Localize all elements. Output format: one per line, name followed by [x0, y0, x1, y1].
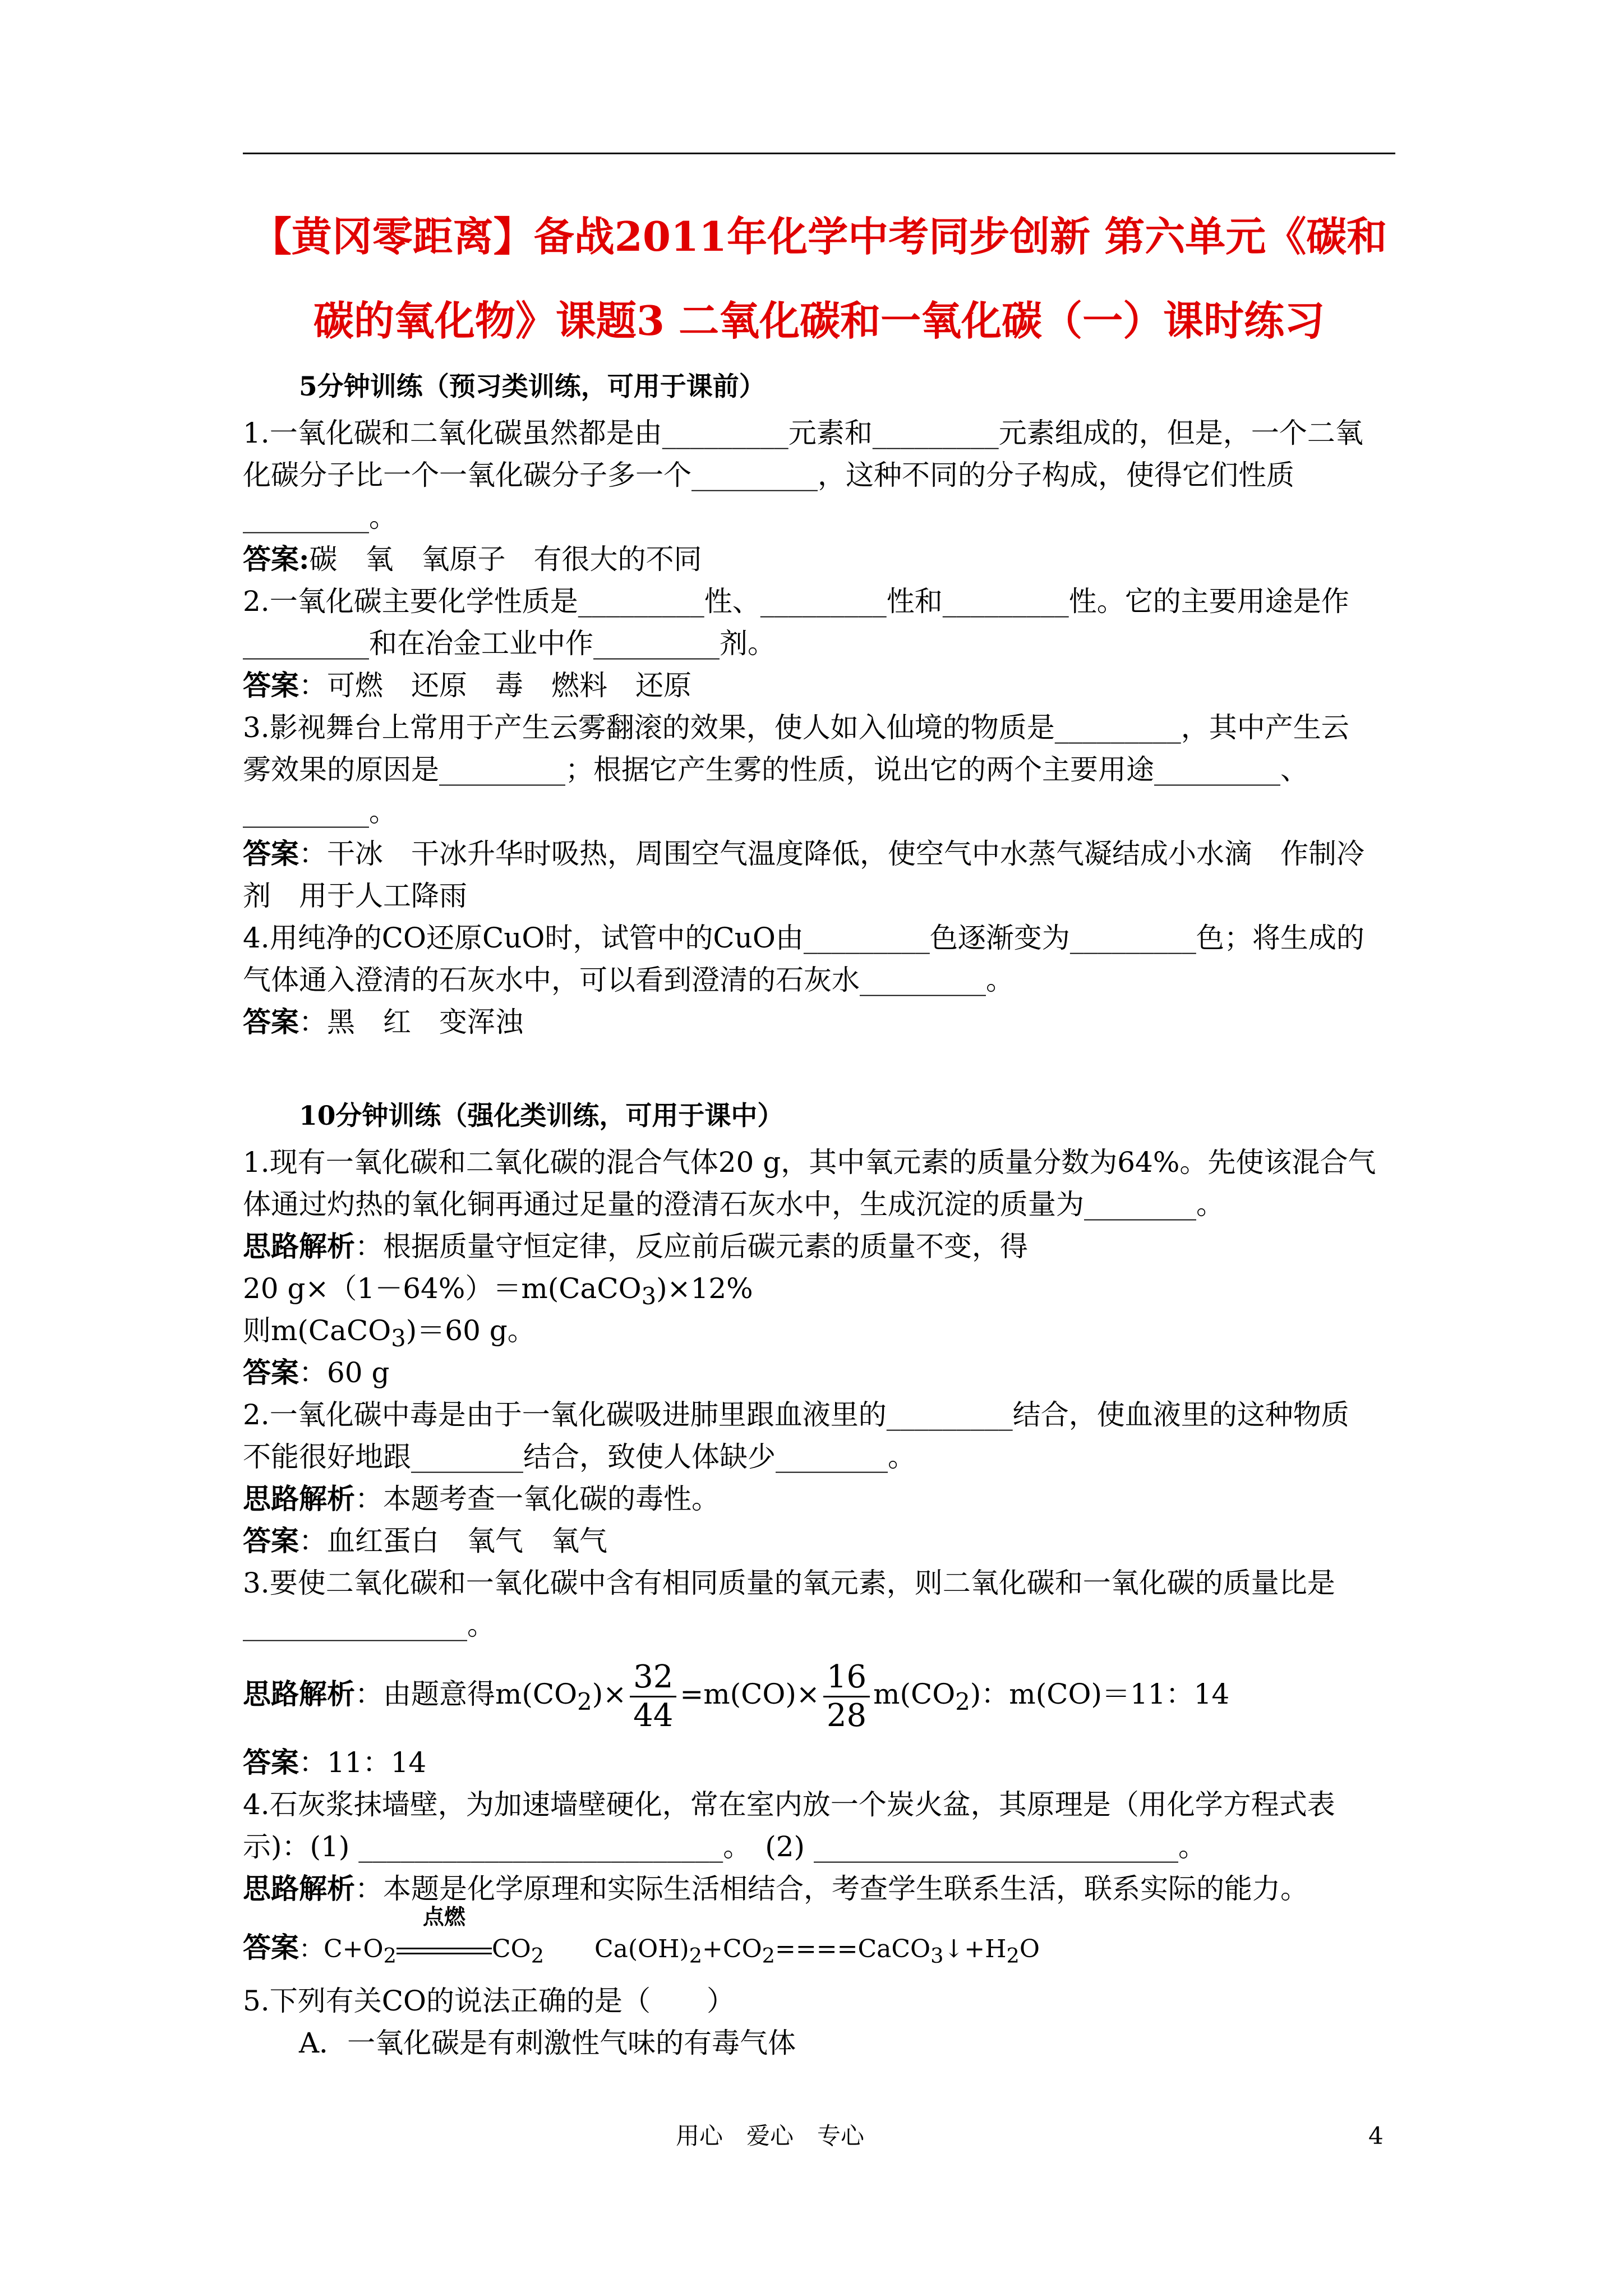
equation-text: ：C+O: [299, 1935, 384, 1963]
fraction: [630, 1659, 676, 1734]
answer-text: ：干冰 干冰升华时吸热，周围空气温度降低，使空气中水蒸气凝结成小水滴 作制冷: [299, 838, 1364, 870]
s1-q1-line-2: 化碳分子比一个一氧化碳分子多一个_________，这种不同的分子构成，使得它们性质: [243, 459, 1294, 491]
equation-text: ====CaCO: [774, 1935, 931, 1963]
s2-q2-line-1: 2.一氧化碳中毒是由于一氧化碳吸进肺里跟血液里的_________结合，使血液里的这种物质: [243, 1398, 1349, 1431]
fraction-numerator: 32: [630, 1659, 676, 1697]
analysis-label: 思路解析: [243, 1230, 355, 1263]
equation-text: O: [1019, 1935, 1040, 1963]
s1-q3-answer: [243, 836, 1364, 872]
equation-text: +CO: [702, 1935, 762, 1963]
s2-q3-line-1: 3.要使二氧化碳和一氧化碳中含有相同质量的氧元素，则二氧化碳和一氧化碳的质量比是: [243, 1567, 1335, 1599]
subscript: 2: [955, 1688, 970, 1715]
analysis-text: ：根据质量守恒定律，反应前后碳元素的质量不变，得: [355, 1230, 1028, 1263]
s2-q1-calc-2: [243, 1313, 536, 1356]
s1-q4-line-2: 气体通入澄清的石灰水中，可以看到澄清的石灰水_________。: [243, 964, 1014, 996]
answer-label: 答案: [243, 1356, 299, 1389]
subscript: 2: [531, 1943, 545, 1968]
answer-text: ：11：14: [299, 1746, 427, 1779]
equal-bars: [396, 1948, 492, 1954]
s2-q4-answer: [243, 1904, 1040, 1974]
answer-text: ：可燃 还原 毒 燃料 还原: [299, 669, 691, 702]
s2-q4-line-2: 示)：(1) __________________________。 (2) __________________________。: [243, 1830, 1206, 1863]
s1-q4-answer: [243, 1004, 523, 1040]
analysis-text: )×: [592, 1678, 627, 1710]
answer-label: 答案:: [243, 542, 310, 576]
s2-q4-line-1: 4.石灰浆抹墙壁，为加速墙壁硬化，常在室内放一个炭火盆，其原理是（用化学方程式表: [243, 1788, 1335, 1821]
section-2-heading: 10分钟训练（强化类训练，可用于课中）: [299, 1101, 784, 1131]
s2-q2-analysis: [243, 1481, 720, 1517]
s2-q5-stem: 5.下列有关CO的说法正确的是（ ）: [243, 1985, 735, 2017]
s1-q1-line-3: _________。: [243, 501, 397, 533]
s1-q3-answer-cont: 剂 用于人工降雨: [243, 880, 467, 912]
fraction-denominator: 44: [633, 1697, 674, 1734]
answer-label: 答案: [243, 669, 299, 702]
subscript: 3: [391, 1324, 406, 1352]
s2-q1-analysis: [243, 1228, 1028, 1264]
answer-label: 答案: [243, 1005, 299, 1038]
s1-q4-line-1: 4.用纯净的CO还原CuO时，试管中的CuO由_________色逐渐变为_________色；将生成的: [243, 922, 1364, 954]
calc-text: 20 g×（1－64%）＝m(CaCO: [243, 1272, 642, 1305]
s1-q3-line-3: _________。: [243, 795, 397, 828]
answer-text: 碳 氧 氧原子 有很大的不同: [309, 543, 702, 576]
s2-q5-option-a: A．一氧化碳是有刺激性气味的有毒气体: [299, 2027, 796, 2059]
subscript: 2: [577, 1688, 592, 1715]
subscript: 3: [930, 1943, 944, 1968]
answer-text: ：血红蛋白 氧气 氧气: [299, 1525, 607, 1557]
analysis-text: ：本题考查一氧化碳的毒性。: [355, 1483, 720, 1515]
s1-q3-line-2: 雾效果的原因是_________；根据它产生雾的性质，说出它的两个主要用途_________、: [243, 753, 1308, 786]
fraction: [823, 1659, 870, 1734]
answer-label: 答案: [243, 1931, 299, 1964]
s1-q2-answer: [243, 668, 691, 703]
analysis-text: )：m(CO)＝11：14: [970, 1678, 1230, 1710]
answer-label: 答案: [243, 1524, 299, 1557]
s2-q3-answer: [243, 1745, 426, 1780]
subscript: 3: [641, 1282, 657, 1310]
s2-q4-analysis: [243, 1871, 1308, 1907]
s2-q1-line-1: 1.现有一氧化碳和二氧化碳的混合气体20 g，其中氧元素的质量分数为64%。先使该混合气: [243, 1146, 1376, 1179]
s2-q1-calc-1: [243, 1271, 753, 1314]
s2-q2-line-2: 不能很好地跟________结合，致使人体缺少________。: [243, 1441, 916, 1473]
s2-q1-answer: [243, 1355, 390, 1391]
subscript: 2: [689, 1943, 703, 1968]
analysis-label: 思路解析: [243, 1872, 355, 1905]
s1-q2-line-1: 2.一氧化碳主要化学性质是_________性、_________性和_________性。它的主要用途是作: [243, 585, 1349, 618]
fraction-numerator: 16: [823, 1659, 870, 1697]
calc-text: )×12%: [656, 1272, 753, 1305]
subscript: 2: [762, 1943, 775, 1968]
s1-q2-line-2: _________和在冶金工业中作_________剂。: [243, 627, 776, 660]
answer-text: ：黑 红 变浑浊: [299, 1006, 523, 1038]
equation-text: ↓+H: [943, 1935, 1007, 1963]
calc-text: 则m(CaCO: [243, 1314, 391, 1347]
answer-label: 答案: [243, 1746, 299, 1779]
analysis-label: 思路解析: [243, 1482, 355, 1515]
reaction-condition: 点燃: [422, 1904, 465, 1929]
document-title-line-2: 碳的氧化物》课题3 二氧化碳和一氧化碳（一）课时练习: [313, 297, 1325, 344]
footer-motto: 用心 爱心 专心: [676, 2122, 865, 2150]
analysis-label: 思路解析: [243, 1677, 355, 1710]
s1-q3-line-1: 3.影视舞台上常用于产生云雾翻滚的效果，使人如入仙境的物质是_________，其中产生云: [243, 711, 1349, 744]
answer-text: ：60 g: [299, 1356, 390, 1389]
s1-q1-line-1: 1.一氧化碳和二氧化碳虽然都是由_________元素和_________元素组成的，但是，一个二氧: [243, 417, 1363, 449]
analysis-text: ：本题是化学原理和实际生活相结合，考查学生联系生活，联系实际的能力。: [355, 1872, 1308, 1905]
reaction-arrow: [396, 1904, 492, 1967]
page-number: 4: [1368, 2122, 1384, 2150]
s1-q1-answer: [243, 541, 702, 577]
s2-q1-line-2: 体通过灼热的氧化铜再通过足量的澄清石灰水中，生成沉淀的质量为________。: [243, 1188, 1224, 1221]
analysis-text: =m(CO)×: [680, 1678, 820, 1710]
equation-text: CO: [491, 1935, 531, 1963]
s2-q3-analysis: [243, 1652, 1229, 1744]
s2-q3-line-2: ________________。: [243, 1609, 495, 1641]
analysis-text: ：由题意得m(CO: [355, 1678, 578, 1710]
document-title-line-1: 【黄冈零距离】备战2011年化学中考同步创新 第六单元《碳和: [251, 213, 1387, 260]
subscript: 2: [383, 1943, 396, 1968]
header-rule: [243, 153, 1395, 154]
s2-q2-answer: [243, 1523, 607, 1559]
fraction-denominator: 28: [826, 1697, 867, 1734]
subscript: 2: [1006, 1943, 1020, 1968]
answer-label: 答案: [243, 837, 299, 870]
analysis-text: m(CO: [873, 1678, 956, 1710]
calc-text: )＝60 g。: [405, 1314, 536, 1347]
section-1-heading: 5分钟训练（预习类训练，可用于课前）: [299, 371, 766, 402]
equation-text: Ca(OH): [594, 1935, 689, 1963]
